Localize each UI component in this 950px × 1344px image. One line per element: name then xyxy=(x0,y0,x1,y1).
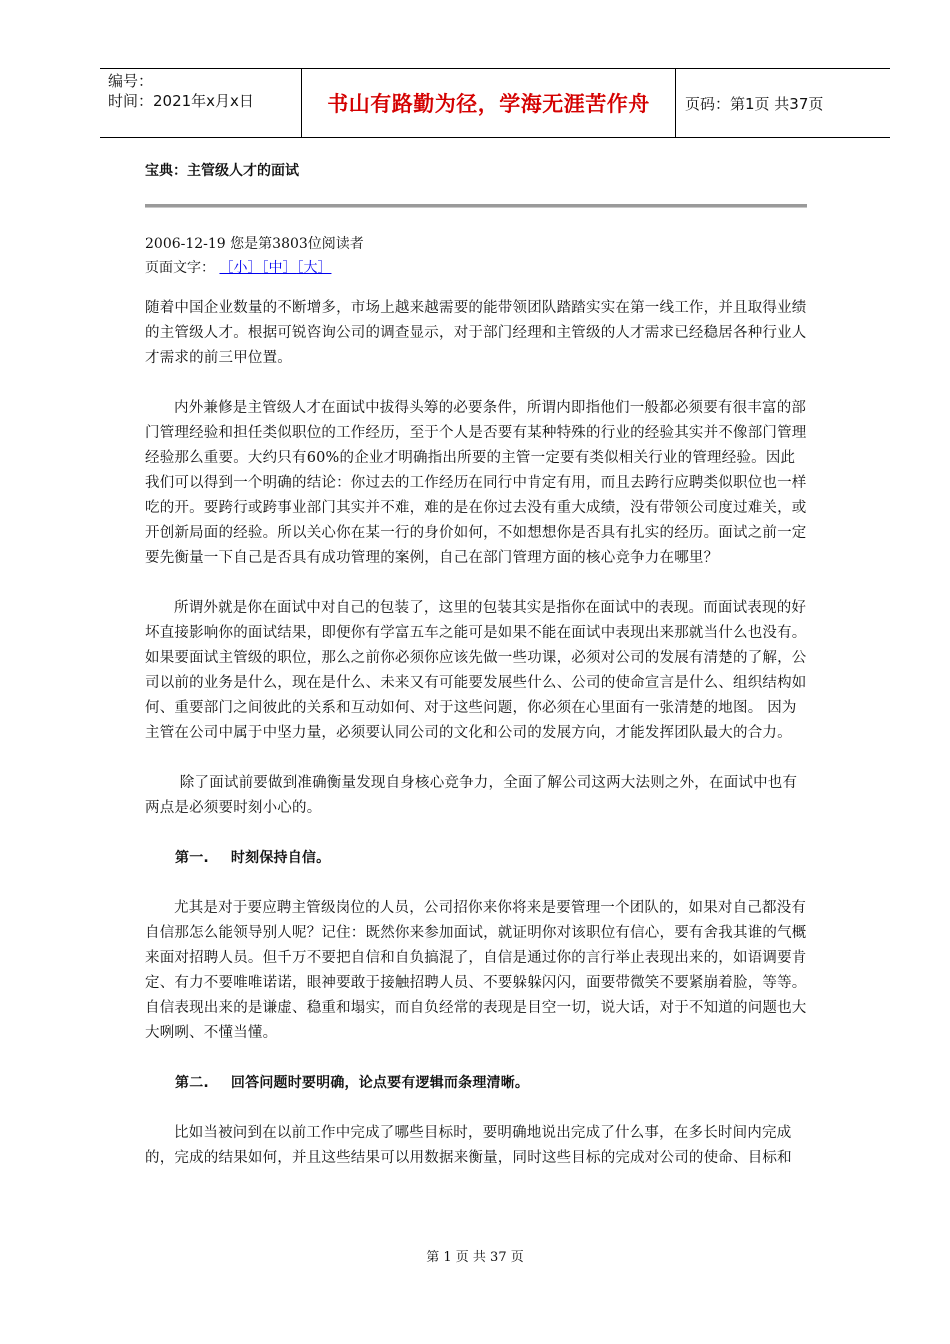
paragraph-confidence: 尤其是对于要应聘主管级岗位的人员，公司招你来你将来是要管理一个团队的，如果对自己都没有自信那怎么能领导别人呢？记住：既然你来参加面试，就证明你对该职位有信心，要有舍我其谁的气概来面对招聘人员。但千万不要把自信和自负搞混了，自信是通过你的言行举止表现出来的，如语调要肯定、有力不要唯唯诺诺，眼神要敢于接触招聘人员、不要躲躲闪闪，面要带微笑不要紧崩着脸，等等。自信表现出来的是谦虚、稳重和塌实，而自负经常的表现是目空一切，说大话，对于不知道的问题也大大咧咧、不懂当懂。 xyxy=(145,900,807,1041)
paragraph-inner: 内外兼修是主管级人才在面试中拔得头筹的必要条件，所谓内即指他们一般都必须要有很丰富的部门管理经验和担任类似职位的工作经历，至于个人是否要有某种特殊的行业的经验其实并不像部门管理经验那么重要。大约只有60%的企业才明确指出所要的主管一定要有类似相关行业的管理经验。因此我们可以得到一个明确的结论：你过去的工作经历在同行中肯定有用，而且去跨行应聘类似职位也一样吃的开。要跨行或跨事业部门其实并不难，难的是在你过去没有重大成绩，没有带领公司度过难关，或开创新局面的经验。所以关心你在某一行的身价如何，不如想想你是否具有扎实的经历。面试之前一定要先衡量一下自己是否具有成功管理的案例，自己在部门管理方面的核心竞争力在哪里？ xyxy=(145,400,807,566)
font-medium-link[interactable]: ［中］ xyxy=(261,260,297,276)
page-footer: 第 1 页 共 37 页 xyxy=(426,1250,524,1265)
section-1-title: 时刻保持自信。 xyxy=(230,850,331,866)
font-large-link[interactable]: ［大］ xyxy=(296,260,332,276)
title-divider xyxy=(145,204,807,208)
font-size-label: 页面文字： xyxy=(145,260,215,276)
section-heading-2 xyxy=(145,1071,809,1096)
section-2-number: 第二. xyxy=(175,1075,209,1091)
header-info-cell xyxy=(100,69,302,137)
header-motto: 书山有路勤为径，学海无涯苦作舟 xyxy=(302,69,676,137)
article-body xyxy=(145,296,809,1196)
header-page-info: 页码：第1页 共37页 xyxy=(685,94,824,113)
article-meta xyxy=(145,232,364,280)
section-heading-1 xyxy=(145,846,809,871)
document-header xyxy=(100,68,890,138)
paragraph-intro: 随着中国企业数量的不断增多，市场上越来越需要的能带领团队踏踏实实在第一线工作，并且取得业绩的主管级人才。根据可锐咨询公司的调查显示，对于部门经理和主管级的人才需求已经稳居各种行业人才需求的前三甲位置。 xyxy=(145,300,807,366)
section-2-title: 回答问题时要明确，论点要有逻辑而条理清晰。 xyxy=(230,1075,530,1091)
section-1-number: 第一. xyxy=(175,850,209,866)
paragraph-outer: 所谓外就是你在面试中对自己的包装了，这里的包装其实是指你在面试中的表现。而面试表现的好坏直接影响你的面试结果，即便你有学富五车之能可是如果不能在面试中表现出来那就当什么也没有。如果要面试主管级的职位，那么之前你必须你应该先做一些功课，必须对公司的发展有清楚的了解，公司以前的业务是什么，现在是什么、未来又有可能要发展些什么、公司的使命宣言是什么、组织结构如何、重要部门之间彼此的关系和互动如何、对于这些问题，你必须在心里面有一张清楚的地图。 因为主管在公司中属于中坚力量，必须要认同公司的文化和公司的发展方向，才能发挥团队最大的合力。 xyxy=(145,600,807,741)
paragraph-transition: 除了面试前要做到准确衡量发现自身核心竞争力，全面了解公司这两大法则之外，在面试中也有两点是必须要时刻小心的。 xyxy=(145,775,798,816)
paragraph-clarity: 比如当被问到在以前工作中完成了哪些目标时，要明确地说出完成了什么事，在多长时间内完成的，完成的结果如何，并且这些结果可以用数据来衡量，同时这些目标的完成对公司的使命、目标和 xyxy=(145,1125,792,1166)
time-label: 时间：2021年x月x日 xyxy=(108,92,254,110)
font-size-row xyxy=(145,256,364,280)
date-reader-line: 2006-12-19 您是第3803位阅读者 xyxy=(145,236,364,252)
number-label: 编号： xyxy=(108,72,154,90)
font-small-link[interactable]: ［小］ xyxy=(219,260,262,276)
article-title: 宝典：主管级人才的面试 xyxy=(145,163,299,179)
